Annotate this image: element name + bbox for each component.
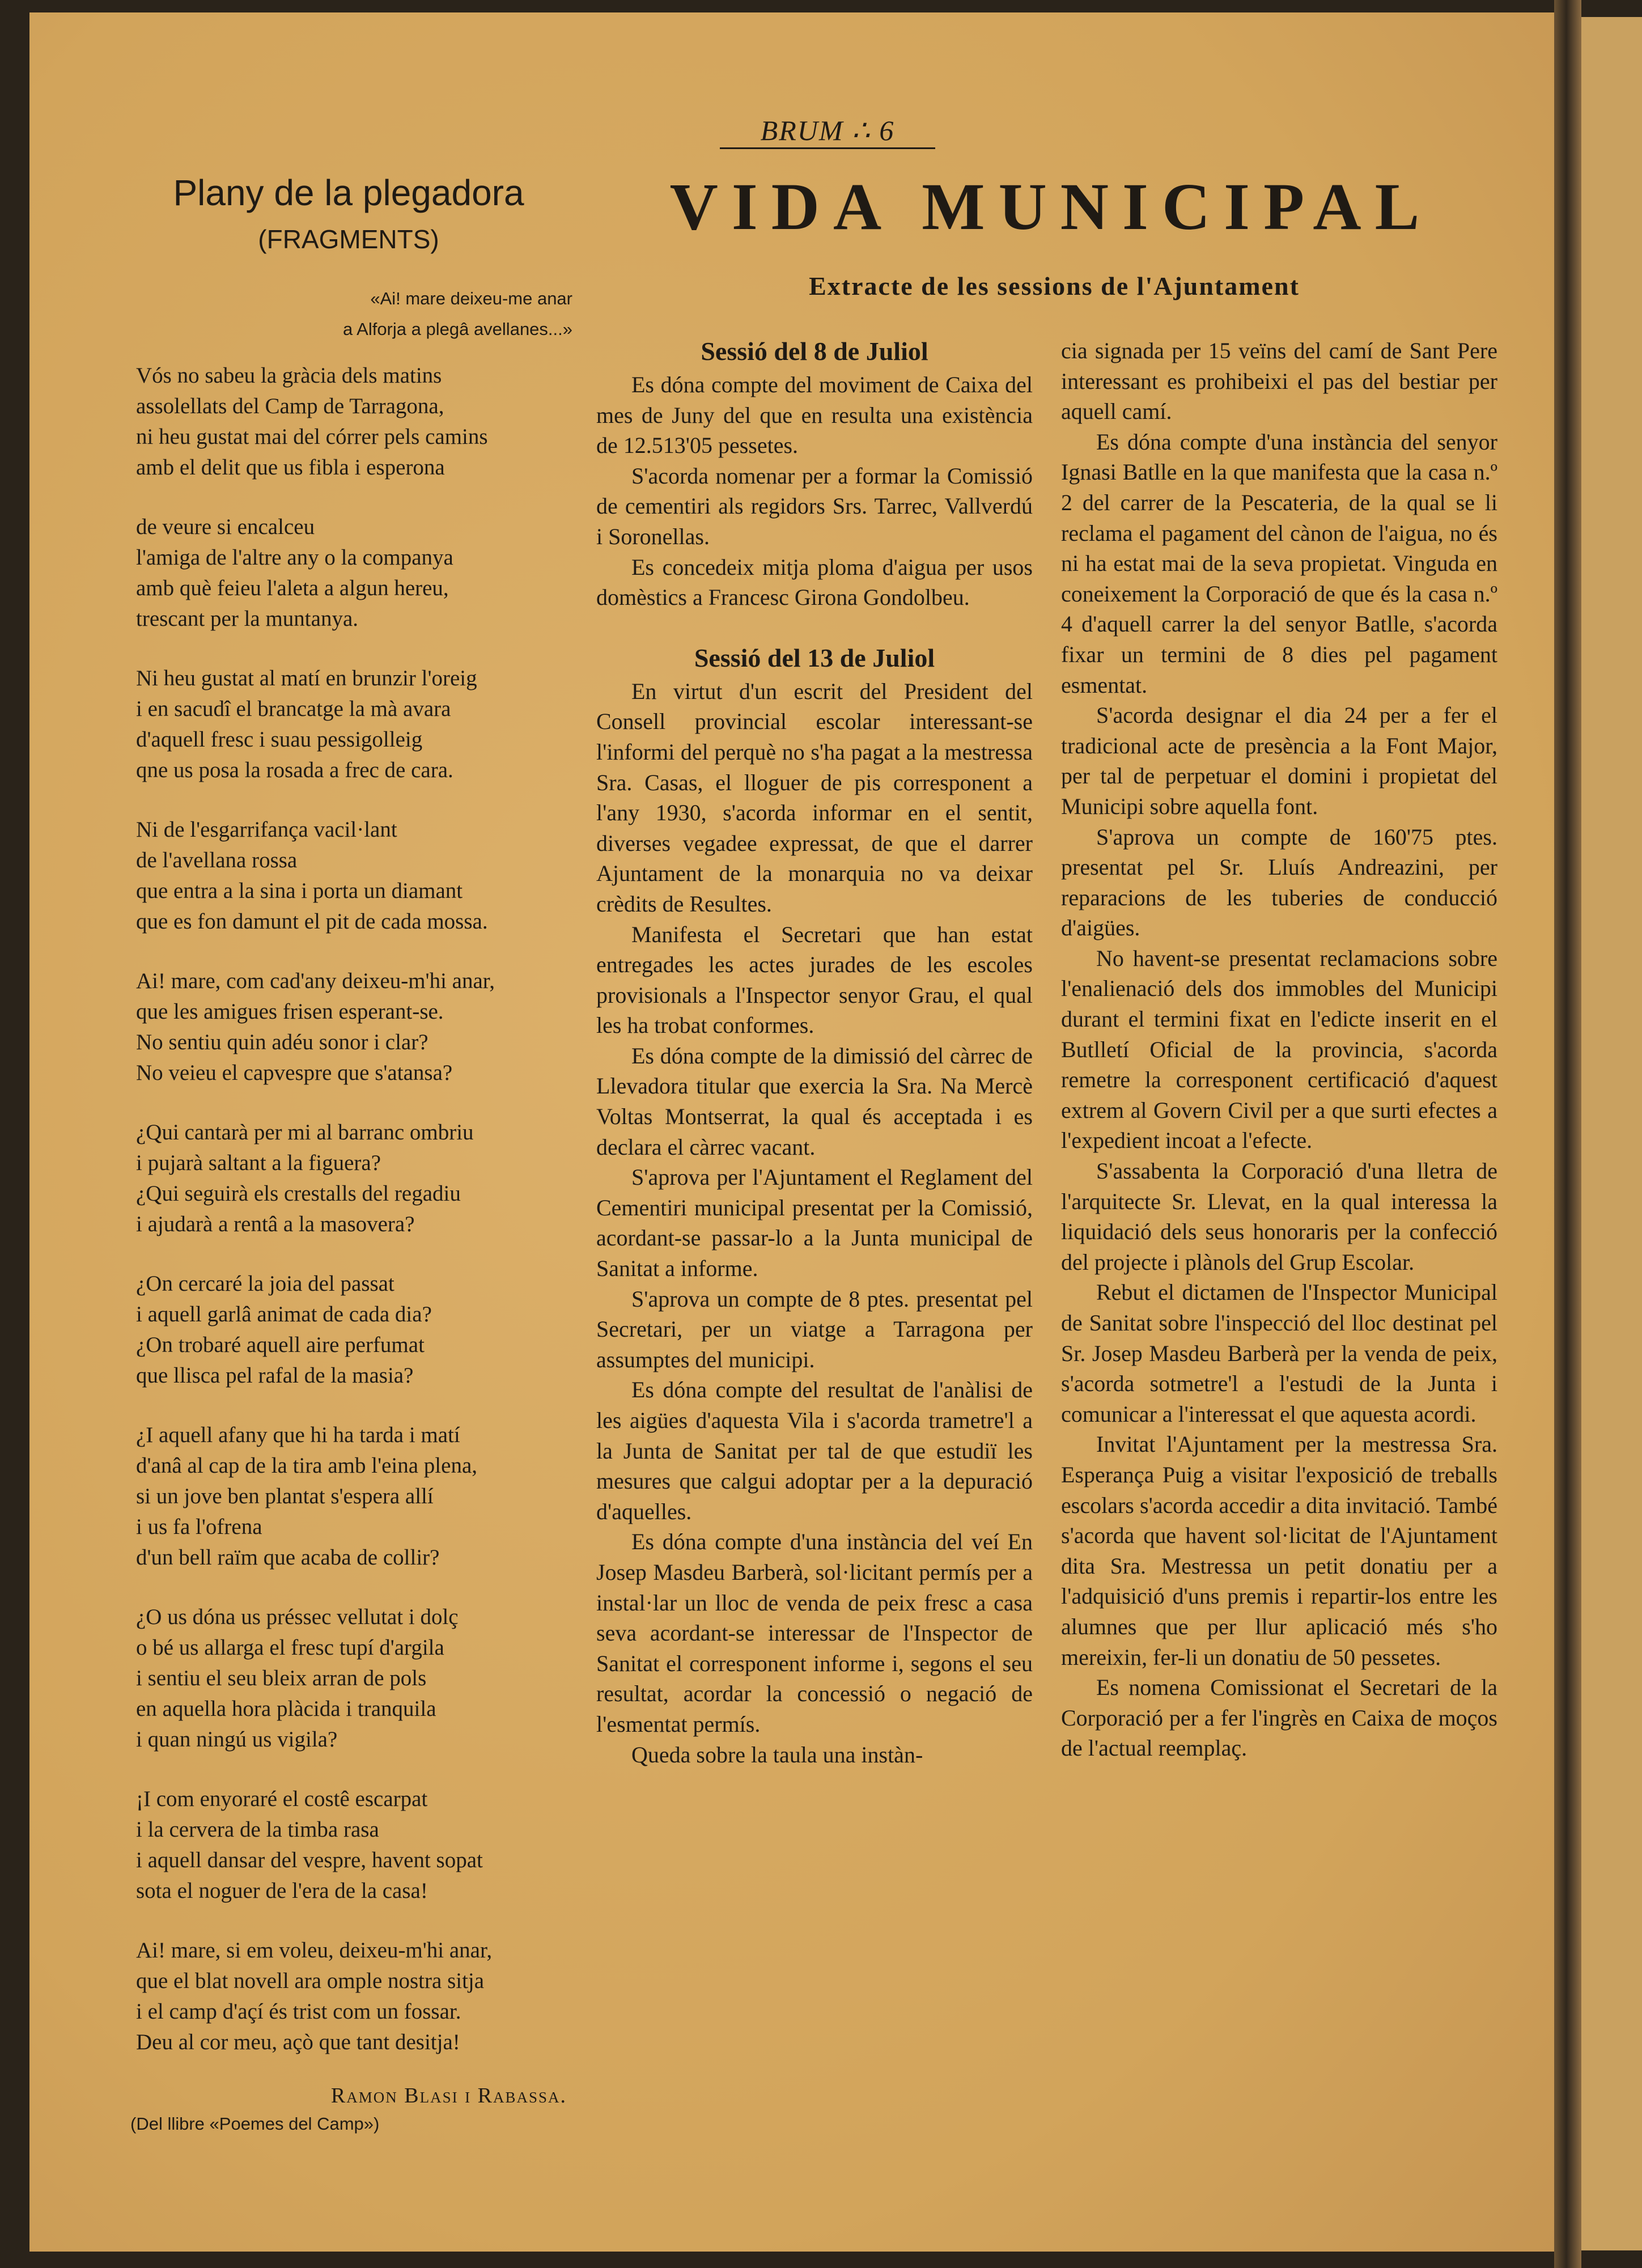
session-heading: Sessió del 8 de Juliol — [701, 337, 928, 366]
poem-line: i el camp d'açí és trist com un fossar. — [136, 1999, 461, 2024]
poem-line: i en sacudî el brancatge la mà avara — [136, 697, 451, 721]
poem-line: ni heu gustat mai del córrer pels camins — [136, 425, 488, 449]
article-paragraph: Es nomena Comissionat el Secretari de la Corporació per a fer l'ingrès en Caixa de moços de l'actual reemplaç. — [1061, 1674, 1497, 1761]
article-paragraph: S'aprova un compte de 160'75 ptes. presentat pel Sr. Lluís Andreazini, per reparacions de les tuberies de conducció d'aigües. — [1061, 824, 1497, 941]
poem-line: ¿On trobaré aquell aire perfumat — [136, 1333, 425, 1357]
section-subhead: Extracte de les sessions de l'Ajuntament — [809, 272, 1300, 300]
poem-line: Ni de l'esgarrifança vacil·lant — [136, 817, 397, 842]
poem-stanza — [136, 361, 572, 483]
article-paragraph: Invitat l'Ajuntament per la mestressa Sra. Esperança Puig a visitar l'exposició de treballs escolars s'acorda accedir a dita invitació. També s'acorda que havent sol·licitat de l'Ajuntament dita Sra. Mestressa un petit donatiu per a l'adquisició d'uns premis i repartir-los entre les alumnes que per llur aplicació més s'ho mereixin, fer-li un donatiu de 50 pessetes. — [1061, 1431, 1497, 1670]
article-paragraph: En virtut d'un escrit del President del Consell provincial escolar interessant-se l'informi del perquè no s'ha pagat a la mestressa Sra. Casas, el lloguer de pis corresponent a l'any 1930, s'acorda informar en el sentit, diverses vegadee expressat, de que el darrer Ajuntament de la monarquia no va deixar crèdits de Resultes. — [596, 678, 1033, 917]
poem-line: ¿Qui cantarà per mi al barranc ombriu — [136, 1120, 474, 1144]
poem-line: que entra a la sina i porta un diamant — [136, 879, 463, 903]
poem-line: i aquell garlâ animat de cada dia? — [136, 1302, 432, 1326]
poem-source: (Del llibre «Poemes del Camp») — [130, 2114, 380, 2134]
poem-line: l'amiga de l'altre any o la companya — [136, 545, 453, 570]
article-paragraph: Rebut el dictamen de l'Inspector Municipal de Sanitat sobre l'inspecció del lloc destinat pel Sr. Josep Masdeu Barberà per la venda de peix, s'acorda sotmetre'l a l'estudi de la Junta i comunicar a l'interessat el que aquesta acordi. — [1061, 1279, 1497, 1427]
running-head: BRUM ∴ 6 — [720, 113, 935, 149]
poem-stanza — [136, 815, 572, 937]
poem-stanza — [136, 512, 572, 634]
article-paragraph: S'aprova un compte de 8 ptes. presentat pel Secretari, per un viatge a Tarragona per assumptes del municipi. — [596, 1286, 1033, 1372]
poem-stanza — [136, 1602, 572, 1755]
section-masthead: VIDA MUNICIPAL — [669, 169, 1433, 244]
article-paragraph: S'assabenta la Corporació d'una lletra de l'arquitecte Sr. Llevat, en la qual interessa la liquidació dels seus honoraris per la confecció del projecte i plànols del Grup Escolar. — [1061, 1158, 1497, 1275]
page-gutter — [1554, 0, 1581, 2268]
poem-line: i quan ningú us vigila? — [136, 1727, 338, 1752]
poem-stanza — [136, 1784, 572, 1906]
poem-line: ¿I aquell afany que hi ha tarda i matí — [136, 1423, 460, 1447]
poem-line: Ai! mare, si em voleu, deixeu-m'hi anar, — [136, 1938, 493, 1962]
poem-line: assolellats del Camp de Tarragona, — [136, 394, 444, 418]
poem-stanza — [136, 1269, 572, 1391]
poem-line: i aquell dansar del vespre, havent sopat — [136, 1848, 483, 1872]
poem-body — [136, 361, 572, 2087]
poem-stanza — [136, 1117, 572, 1240]
article-paragraph: Es dóna compte d'una instància del veí En Josep Masdeu Barberà, sol·licitant permís per a instal·lar un lloc de venda de peix fresc a casa seva acordant-se interessar de l'Inspector de Sanitat el corresponent informe i, segons el seu resultat, acordar la concessió o negació de l'esmentat permís. — [596, 1529, 1033, 1737]
poem-line: qne us posa la rosada a frec de cara. — [136, 758, 453, 782]
poem-line: si un jove ben plantat s'espera allí — [136, 1484, 434, 1508]
poem-line: i us fa l'ofrena — [136, 1515, 262, 1539]
article-paragraph: Es dóna compte d'una instància del senyor Ignasi Batlle en la que manifesta que la casa n.º 2 del carrer de la Pescateria, de la qual se li reclama el pagament del cànon de l'aigua, no és ni ha estat mai de la seva propietat. Vinguda en coneixement la Corporació de que és la casa n.º 4 d'aquell carrer la del senyor Batlle, s'acorda fixar un termini de 8 dies pel pagament esmentat. — [1061, 429, 1497, 698]
poem-signature: Ramon Blasi i Rabassa. — [330, 2084, 567, 2108]
poem-title: Plany de la plegadora — [173, 172, 524, 213]
poem-line: Vós no sabeu la gràcia dels matins — [136, 363, 442, 388]
poem-stanza — [136, 1935, 572, 2058]
poem-line: en aquella hora plàcida i tranquila — [136, 1697, 436, 1721]
poem-line: que el blat novell ara omple nostra sitja — [136, 1969, 485, 1993]
poem-line: de l'avellana rossa — [136, 848, 298, 872]
poem-stanza — [136, 1420, 572, 1573]
article-paragraph: Manifesta el Secretari que han estat entregades les actes jurades de les escoles provisionals a l'Inspector senyor Grau, el qual les ha trobat conformes. — [596, 921, 1033, 1038]
poem-epigraph — [272, 283, 572, 345]
article-column-2 — [596, 336, 1033, 1770]
poem-line: d'un bell raïm que acaba de collir? — [136, 1545, 440, 1570]
next-page-edge — [1581, 17, 1642, 2250]
article-column-3 — [1061, 336, 1497, 1763]
article-paragraph: S'aprova per l'Ajuntament el Reglament del Cementiri municipal presentat per la Comissió, acordant-se passar-lo a la Junta municipal de Sanitat a informe. — [596, 1164, 1033, 1282]
poem-line: i ajudarà a rentâ a la masovera? — [136, 1212, 415, 1236]
poem-line: i la cervera de la timba rasa — [136, 1817, 379, 1842]
poem-line: que llisca pel rafal de la masia? — [136, 1363, 414, 1388]
poem-stanza — [136, 966, 572, 1088]
poem-stanza — [136, 663, 572, 786]
article-paragraph: Es dóna compte de la dimissió del càrrec de Llevadora titular que exercia la Sra. Na Mercè Voltas Montserrat, la qual és acceptada i es declara el càrrec vacant. — [596, 1042, 1033, 1160]
epigraph-line: «Ai! mare deixeu-me anar — [370, 289, 572, 308]
poem-line: sota el noguer de l'era de la casa! — [136, 1879, 428, 1903]
article-paragraph: Es concedeix mitja ploma d'aigua per usos domèstics a Francesc Girona Gondolbeu. — [596, 554, 1033, 611]
poem-line: Ai! mare, com cad'any deixeu-m'hi anar, — [136, 969, 495, 993]
poem-line: Ni heu gustat al matí en brunzir l'oreig — [136, 666, 477, 690]
poem-line: que es fon damunt el pit de cada mossa. — [136, 909, 488, 934]
poem-line: No sentiu quin adéu sonor i clar? — [136, 1030, 428, 1054]
poem-line: o bé us allarga el fresc tupí d'argila — [136, 1635, 444, 1660]
article-paragraph: S'acorda designar el dia 24 per a fer el tradicional acte de presència a la Font Major, per tal de perpetuar el domini i propietat del Municipi sobre aquella font. — [1061, 702, 1497, 819]
poem-line: No veieu el capvespre que s'atansa? — [136, 1061, 453, 1085]
poem-line: ¿O us dóna us préssec vellutat i dolç — [136, 1605, 459, 1629]
poem-subtitle: (FRAGMENTS) — [258, 224, 439, 254]
article-paragraph: S'acorda nomenar per a formar la Comissió de cementiri als regidors Srs. Tarrec, Vallverdú i Soronellas. — [596, 463, 1033, 549]
poem-line: Deu al cor meu, açò que tant desitja! — [136, 2030, 460, 2054]
article-paragraph: Es dóna compte del moviment de Caixa del mes de Juny del que en resulta una existència de 12.513'05 pessetes. — [596, 372, 1033, 459]
poem-line: ¿On cercaré la joia del passat — [136, 1271, 394, 1296]
poem-line: ¿Qui seguirà els crestalls del regadiu — [136, 1181, 461, 1206]
session-heading: Sessió del 13 de Juliol — [694, 643, 935, 672]
poem-line: i sentiu el seu bleix arran de pols — [136, 1666, 427, 1690]
article-paragraph: cia signada per 15 veïns del camí de Sant Pere interessant es prohibeixi el pas del bestiar per aquell camí. — [1061, 338, 1497, 425]
poem-line: amb el delit que us fibla i esperona — [136, 455, 445, 480]
poem-line: i pujarà saltant a la figuera? — [136, 1151, 381, 1175]
poem-line: amb què feieu l'aleta a algun hereu, — [136, 576, 449, 600]
article-paragraph: Queda sobre la taula una instàn- — [631, 1741, 923, 1767]
epigraph-line: a Alforja a plegâ avellanes...» — [343, 319, 572, 339]
poem-line: de veure si encalceu — [136, 515, 315, 539]
poem-line: ¡I com enyoraré el costê escarpat — [136, 1787, 428, 1811]
poem-line: que les amigues frisen esperant-se. — [136, 999, 444, 1024]
poem-line: d'aquell fresc i suau pessigolleig — [136, 727, 423, 752]
poem-line: d'anâ al cap de la tira amb l'eina plena, — [136, 1453, 478, 1478]
poem-line: trescant per la muntanya. — [136, 607, 358, 631]
article-paragraph: Es dóna compte del resultat de l'anàlisi de les aigües d'aquesta Vila i s'acorda trametre'l a la Junta de Sanitat per tal de que estudiï les mesures que calgui adoptar per a la depuració d'aquelles. — [596, 1377, 1033, 1524]
article-paragraph: No havent-se presentat reclamacions sobre l'enalienació dels dos immobles del Municipi durant el termini fixat en l'edicte inserit en el Butlletí Oficial de la provincia, s'acorda remetre la corresponent certificació d'aquest extrem al Govern Civil per a que surti efectes a l'expedient incoat a l'efecte. — [1061, 945, 1497, 1154]
